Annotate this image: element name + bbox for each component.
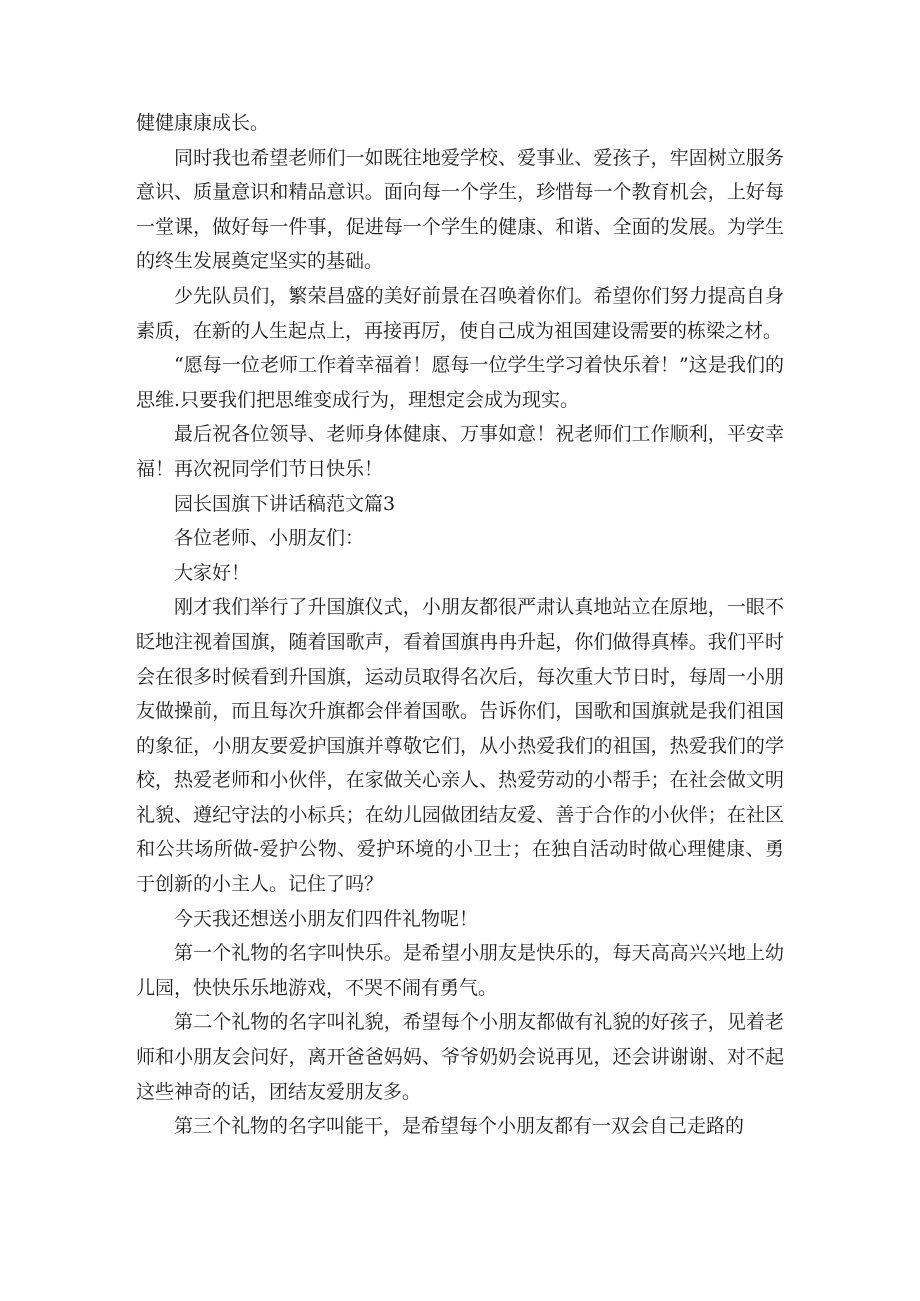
paragraph-teachers-wish: 同时我也希望老师们一如既往地爱学校、爱事业、爱孩子，牢固树立服务意识、质量意识和精品意识。面向每一个学生，珍惜每一个教育机会，上好每一堂课，做好每一件事，促进每一个学生的健康、和谐、全面的发展。为学生的终生发展奠定坚实的基础。 (136, 146, 784, 273)
paragraph-gift-courtesy: 第二个礼物的名字叫礼貌，希望每个小朋友都做有礼貌的好孩子，见着老师和小朋友会问好，离开爸爸妈妈、爷爷奶奶会说再见，还会讲谢谢、对不起这些神奇的话，团结友爱朋友多。 (136, 1011, 784, 1103)
paragraph-quote: “愿每一位老师工作着幸福着！愿每一位学生学习着快乐着！”这是我们的思维.只要我们把思维变成行为，理想定会成为现实。 (136, 354, 784, 411)
paragraph-gift-capability: 第三个礼物的名字叫能干，是希望每个小朋友都有一双会自己走路的 (174, 1115, 745, 1138)
paragraph-greeting: 大家好！ (174, 561, 251, 584)
paragraph-salutation: 各位老师、小朋友们： (174, 527, 365, 550)
paragraph-closing-wishes: 最后祝各位领导、老师身体健康、万事如意！祝老师们工作顺利，平安幸福！再次祝同学们节日快乐！ (136, 423, 784, 480)
paragraph-young-pioneers: 少先队员们，繁荣昌盛的美好前景在召唤着你们。希望你们努力提高自身素质，在新的人生起点上，再接再厉，使自己成为祖国建设需要的栋梁之材。 (136, 284, 784, 342)
paragraph-flag-ceremony: 刚才我们举行了升国旗仪式，小朋友都很严肃认真地站立在原地，一眼不眨地注视着国旗，随着国歌声，看着国旗冉冉升起，你们做得真棒。我们平时会在很多时候看到升国旗，运动员取得名次后，每次重大节日时，每周一小朋友做操前，而且每次升旗都会伴着国歌。告诉你们，国歌和国旗就是我们祖国的象征，小朋友要爱护国旗并尊敬它们，从小热爱我们的祖国，热爱我们的学校，热爱老师和小伙伴，在家做关心亲人、热爱劳动的小帮手；在社会做文明礼貌、遵纪守法的小标兵；在幼儿园做团结友爱、善于合作的小伙伴；在社区和公共场所做-爱护公物、爱护环境的小卫士；在独自活动时做心理健康、勇于创新的小主人。记住了吗？ (136, 596, 784, 896)
paragraph-continuation: 健健康康成长。 (136, 112, 270, 134)
paragraph-four-gifts: 今天我还想送小朋友们四件礼物呢！ (174, 907, 479, 930)
section-heading: 园长国旗下讲话稿范文篇3 (174, 492, 396, 515)
document-body (136, 106, 784, 1144)
paragraph-gift-happiness: 第一个礼物的名字叫快乐。是希望小朋友是快乐的，每天高高兴兴地上幼儿园，快快乐乐地游戏，不哭不闹有勇气。 (136, 942, 784, 999)
